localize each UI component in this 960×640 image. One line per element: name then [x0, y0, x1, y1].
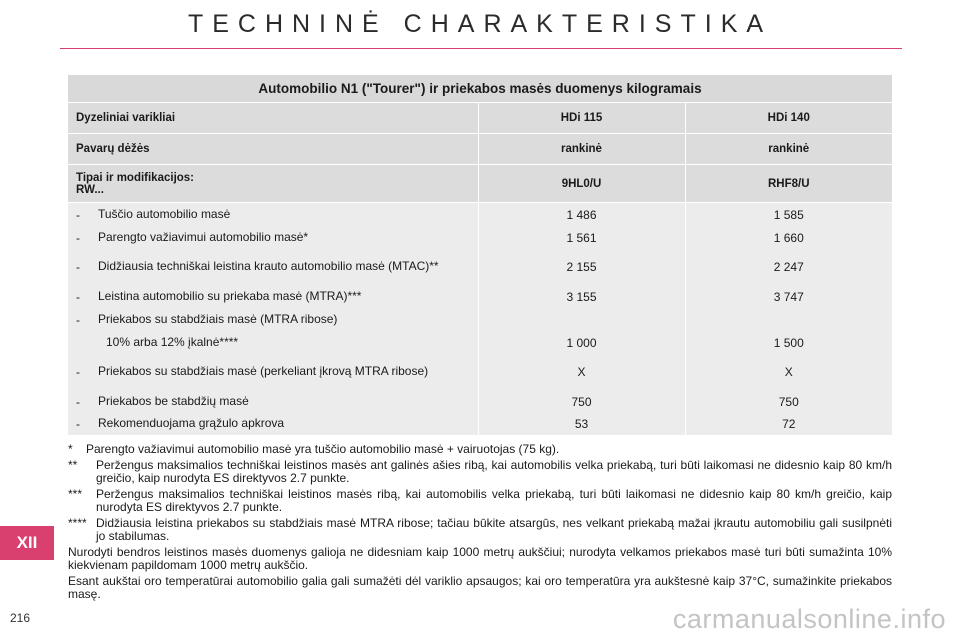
row-dash: -	[76, 260, 80, 274]
row-label-cell	[68, 331, 478, 354]
table-row	[68, 308, 892, 331]
row-label-cell	[68, 413, 478, 435]
row-value: 750	[685, 390, 892, 413]
row-value: 1 660	[685, 226, 892, 249]
row-value: 53	[478, 413, 685, 435]
row-value: 2 155	[478, 249, 685, 285]
header-label-line: Tipai ir modifikacijos:	[76, 171, 195, 184]
table-row	[68, 226, 892, 249]
row-label-cell	[68, 203, 478, 227]
footnote-mark: ***	[68, 487, 83, 501]
row-label: Leistina automobilio su priekaba masė (MTRA)***	[98, 288, 362, 303]
row-label: Parengto važiavimui automobilio masė*	[98, 229, 309, 244]
table-row	[68, 249, 892, 285]
row-value: 1 561	[478, 226, 685, 249]
footnote-text: Parengto važiavimui automobilio masė yra tuščio automobilio masė + vairuotojas (75 kg).	[86, 442, 560, 456]
row-dash: -	[76, 207, 80, 222]
footnotes	[68, 443, 892, 603]
header-label-line: RW...	[76, 183, 104, 196]
header-value: RHF8/U	[685, 165, 892, 203]
row-value	[478, 308, 685, 331]
row-value: 3 747	[685, 285, 892, 308]
header-value: rankinė	[685, 134, 892, 165]
body-paragraph: Esant aukštai oro temperatūrai automobilio galia gali sumažėti dėl variklio apsaugos; kai oro temperatūra yra aukštesnė kaip 37°C, sumažinkite priekabos masę.	[68, 574, 892, 601]
footnote-text: Peržengus maksimalios techniškai leistinos masės ribą, kai automobilis velka priekabą, turi būti laikomasi ne didesnio kaip 80 km/h greičio, kaip nurodyta ES direktyvos 2.7 punkte.	[96, 487, 892, 514]
body-paragraph: Nurodyti bendros leistinos masės duomenys galioja ne didesniam kaip 1000 metrų aukščiui; nurodyta velkamos priekabos masė turi būti sumažinta 10% kiekvienam papildomam 1000 metrų aukščio.	[68, 545, 892, 572]
footnote-text: Peržengus maksimalios techniškai leistinos masės ant galinės ašies ribą, kai automobilis velka priekabą, turi būti laikomasi ne didesnio kaip 80 km/h greičio, kaip nurodyta ES direktyvos 2.7 punkte.	[96, 458, 892, 485]
row-value: X	[478, 354, 685, 390]
page-number: 216	[10, 611, 31, 625]
header-value: HDi 140	[685, 103, 892, 134]
header-value: HDi 115	[478, 103, 685, 134]
row-label-cell	[68, 249, 478, 285]
mass-data-table	[68, 75, 892, 435]
header-label: Dyzeliniai varikliai	[68, 103, 478, 134]
row-value: 1 585	[685, 203, 892, 227]
row-label: Rekomenduojama grąžulo apkrova	[98, 416, 285, 430]
row-label-cell	[68, 226, 478, 249]
table-row	[68, 203, 892, 227]
row-dash: -	[76, 230, 80, 245]
table-row	[68, 285, 892, 308]
table-row	[68, 331, 892, 354]
row-label: Priekabos su stabdžiais masė (MTRA ribose)	[98, 311, 338, 326]
footnote	[68, 488, 892, 514]
footnote-mark: ****	[68, 516, 87, 530]
footnote-mark: **	[68, 458, 78, 472]
table-row	[68, 390, 892, 413]
table-caption: Automobilio N1 ("Tourer") ir priekabos masės duomenys kilogramais	[68, 75, 892, 103]
row-dash: -	[76, 312, 80, 327]
row-value: 1 486	[478, 203, 685, 227]
table-row	[68, 413, 892, 435]
row-value: 2 247	[685, 249, 892, 285]
row-label: Tuščio automobilio masė	[98, 206, 231, 221]
row-label: 10% arba 12% įkalnė****	[106, 334, 239, 349]
footnote	[68, 517, 892, 543]
row-label-cell	[68, 354, 478, 390]
row-dash: -	[76, 417, 80, 431]
footnote	[68, 443, 892, 456]
row-dash: -	[76, 365, 80, 379]
header-label: Pavarų dėžės	[68, 134, 478, 165]
row-label-cell	[68, 308, 478, 331]
title-divider	[60, 48, 902, 49]
row-value: X	[685, 354, 892, 390]
row-label: Didžiausia techniškai leistina krauto automobilio masė (MTAC)**	[98, 259, 439, 273]
row-value: 3 155	[478, 285, 685, 308]
header-label	[68, 165, 478, 203]
footnote	[68, 459, 892, 485]
table-row	[68, 354, 892, 390]
footnote-mark: *	[68, 442, 73, 456]
row-dash: -	[76, 394, 80, 409]
watermark: carmanualsonline.info	[672, 604, 946, 634]
row-label-cell	[68, 285, 478, 308]
row-value	[685, 308, 892, 331]
header-value: 9HL0/U	[478, 165, 685, 203]
header-row-gearboxes	[68, 134, 892, 165]
header-row-types	[68, 165, 892, 203]
row-label: Priekabos su stabdžiais masė (perkeliant įkrovą MTRA ribose)	[98, 364, 429, 378]
header-value: rankinė	[478, 134, 685, 165]
row-value: 1 000	[478, 331, 685, 354]
row-value: 1 500	[685, 331, 892, 354]
chapter-tab: XII	[0, 526, 54, 560]
row-dash: -	[76, 289, 80, 304]
row-label-cell	[68, 390, 478, 413]
row-value: 750	[478, 390, 685, 413]
row-label: Priekabos be stabdžių masė	[98, 393, 249, 408]
page-title: TECHNINĖ CHARAKTERISTIKA	[187, 10, 773, 38]
table-caption-row	[68, 75, 892, 103]
header-row-engines	[68, 103, 892, 134]
footnote-text: Didžiausia leistina priekabos su stabdžiais masė MTRA ribose; tačiau būkite atsargūs, nes velkant priekabą mažai įkrautu automobiliu gali susilpnėti jo stabilumas.	[96, 516, 892, 543]
row-value: 72	[685, 413, 892, 435]
